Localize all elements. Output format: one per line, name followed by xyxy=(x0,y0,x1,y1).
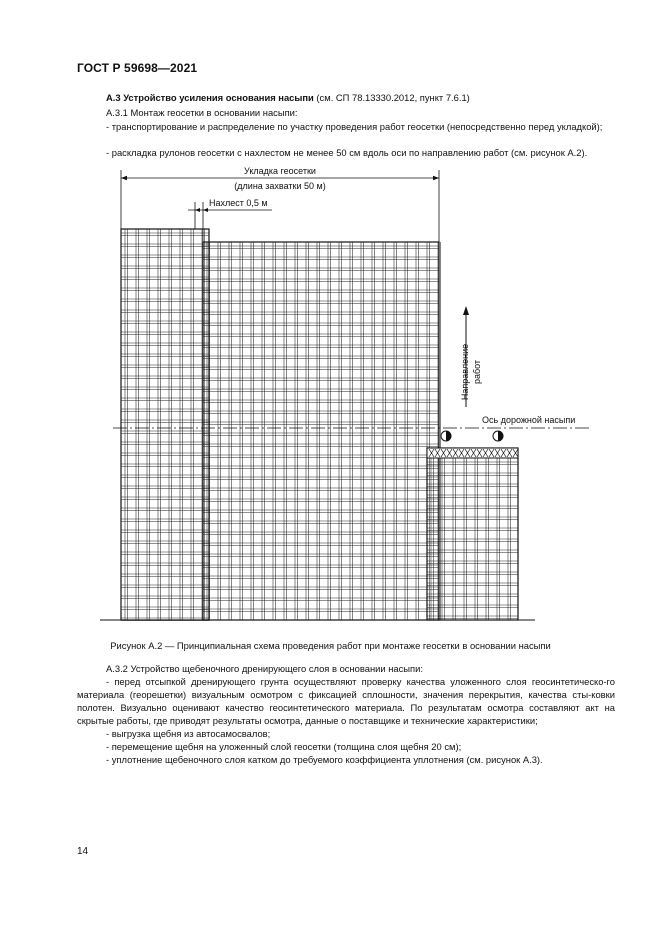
rolled-geogrid-end xyxy=(427,448,518,458)
geogrid-roll-left xyxy=(121,229,209,621)
document-code-header: ГОСТ Р 59698—2021 xyxy=(77,61,198,75)
roll-outline-left xyxy=(121,229,209,620)
label-laying-length: (длина захватки 50 м) xyxy=(234,181,326,191)
section-a3-list-item-layout: - раскладка рулонов геосетки с нахлестом не менее 50 см вдоль оси по направлению работ (см. рисунок А.2). xyxy=(106,147,588,158)
section-a3-2-list-item-inspection: - перед отсыпкой дренирующего грунта осуществляют проверку качества уложенного слоя геосинтетическо-го материала (георешетки) визуальным осмотром с фиксацией сплошности, значения перекрытия, качества сты-ковки полотен. Визуально оценивают качество геосинтетического материала. По результатам осмотра составляют акт на скрытые работы, где приводят результаты осмотра, данные о поставщике и технические характеристики; xyxy=(77,676,615,726)
label-road-axis: Ось дорожной насыпи xyxy=(482,415,576,425)
section-a3-2-list-item-compaction: - уплотнение щебеночного слоя катком до требуемого коэффициента уплотнения (см. рисунок А.3). xyxy=(106,754,543,765)
section-a3-2-list-item-unloading: - выгрузка щебня из автосамосвалов; xyxy=(106,728,271,739)
section-a3-title-text: А.3 Устройство усиления основания насыпи xyxy=(106,92,314,103)
label-direction-line-2: работ xyxy=(472,359,482,385)
work-direction-arrow-head xyxy=(463,306,469,315)
figure-caption: Рисунок А.2 — Принципиальная схема проведения работ при монтаже геосетки в основании насыпи xyxy=(110,640,551,651)
roll-outline-middle xyxy=(203,242,439,620)
label-direction-line-1: Направление xyxy=(460,343,470,401)
section-a3-2-paragraph: А.3.2 Устройство щебеночного дренирующего слоя в основании насыпи: xyxy=(106,663,423,674)
section-a3-list-item-transport: - транспортирование и распределение по участку проведения работ геосетки (непосредственно перед укладкой); xyxy=(106,121,603,132)
axis-marker-right xyxy=(493,431,503,441)
axis-marker-left xyxy=(441,431,451,441)
section-a3-1-paragraph: А.3.1 Монтаж геосетки в основании насыпи: xyxy=(106,107,298,118)
label-overlap: Нахлест 0,5 м xyxy=(209,198,268,208)
section-a3-title-reference: (см. СП 78.13330.2012, пункт 7.6.1) xyxy=(313,92,470,103)
geogrid-roll-middle xyxy=(203,242,441,620)
label-laying: Укладка геосетки xyxy=(244,166,316,176)
section-a3-2-list-item-moving: - перемещение щебня на уложенный слой геосетки (толщина слоя щебня 20 см); xyxy=(106,741,462,752)
page-number: 14 xyxy=(77,846,89,857)
